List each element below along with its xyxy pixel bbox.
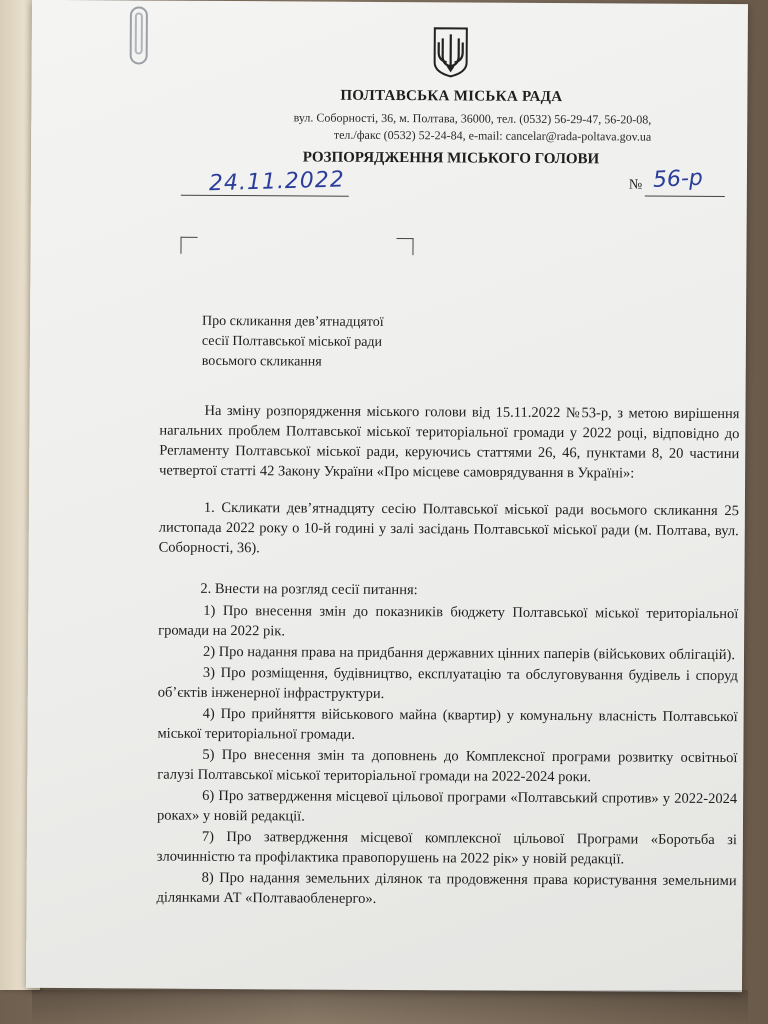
address-line-1: вул. Соборності, 36, м. Полтава, 36000, тел. (0532) 56-29-47, 56-20-08, [293, 110, 652, 127]
paper-clip-inner [135, 12, 143, 54]
subject-line-2: сесії Полтавської міської ради [201, 333, 383, 350]
agenda-item: 1) Про внесення змін до показників бюджету Полтавської міської територіальної громади на 2022 рік. [158, 602, 739, 640]
subject-bracket-left [180, 237, 197, 254]
handwritten-date: 24.11.2022 [208, 167, 346, 197]
address-line-2: тел./факс (0532) 52-24-84, e-mail: cancelar@rada-poltava.gov.ua [333, 127, 652, 144]
subject-bracket-right [396, 238, 413, 255]
agenda-item: 8) Про надання земельних ділянок та продовження права користування земельними ділянками АТ «Полтаваобленерго». [156, 869, 737, 907]
document-subject [202, 312, 462, 374]
item-1-paragraph: 1. Скликати дев’ятнадцяту сесію Полтавської міської ради восьмого скликання 25 листопада 2022 року о 10-й годині у залі засідань Полтавської міської ради (м. Полтава, вул. Соборності, 36). [158, 499, 739, 557]
intro-paragraph: На зміну розпорядження міського голови від 15.11.2022 №53-р, з метою вирішення нагальних проблем Полтавської міської територіальної громади у 2022 році, відповідно до Регламенту Полтавської міської ради, керуючись статтями 26, 46, пунктами 8, 20 частини четвертої статті 42 Закону України «Про місцеве самоврядування в Україні»: [159, 402, 740, 482]
agenda-item: 5) Про внесення змін та доповнень до Комплексної програми розвитку освітньої галузі Полтавської міської територіальної громади на 2022-2024 роки. [157, 746, 738, 786]
item-2-heading: 2. Внести на розгляд сесії питання: [200, 580, 418, 599]
number-underline [645, 196, 725, 197]
agenda-item: 2) Про надання права на придбання державних цінних паперів (військових облігацій). [202, 643, 736, 664]
agenda-item: 3) Про розміщення, будівництво, експлуатацію та обслуговування будівель і споруд об’єктів інженерної інфраструктури. [157, 664, 738, 702]
organization-name: ПОЛТАВСЬКА МІСЬКА РАДА [340, 87, 563, 106]
trident-emblem-icon [432, 26, 470, 78]
agenda-item: 4) Про прийняття військового майна (квартир) у комунальну власність Полтавської міської територіальної громади. [157, 705, 738, 743]
agenda-item: 6) Про затвердження місцевої цільової програми «Полтавський спротив» у 2022-2024 роках» у новій редакції. [156, 787, 738, 825]
number-label: № [628, 177, 643, 193]
document-type-title: РОЗПОРЯДЖЕННЯ МІСЬКОГО ГОЛОВИ [302, 149, 600, 168]
agenda-item: 7) Про затвердження місцевої комплексної цільової Програми «Боротьба зі злочинністю та профілактика правопорушень на 2022 рік» у новій редакції. [156, 828, 737, 868]
page-shadow [32, 990, 748, 1024]
agenda-list [156, 601, 738, 913]
document-page [26, 0, 748, 992]
organization-address [211, 109, 651, 146]
subject-line-1: Про скликання дев’ятнадцятої [201, 313, 384, 330]
date-underline [181, 195, 349, 197]
handwritten-number: 56-р [652, 165, 704, 193]
subject-line-3: восьмого скликання [201, 353, 322, 370]
